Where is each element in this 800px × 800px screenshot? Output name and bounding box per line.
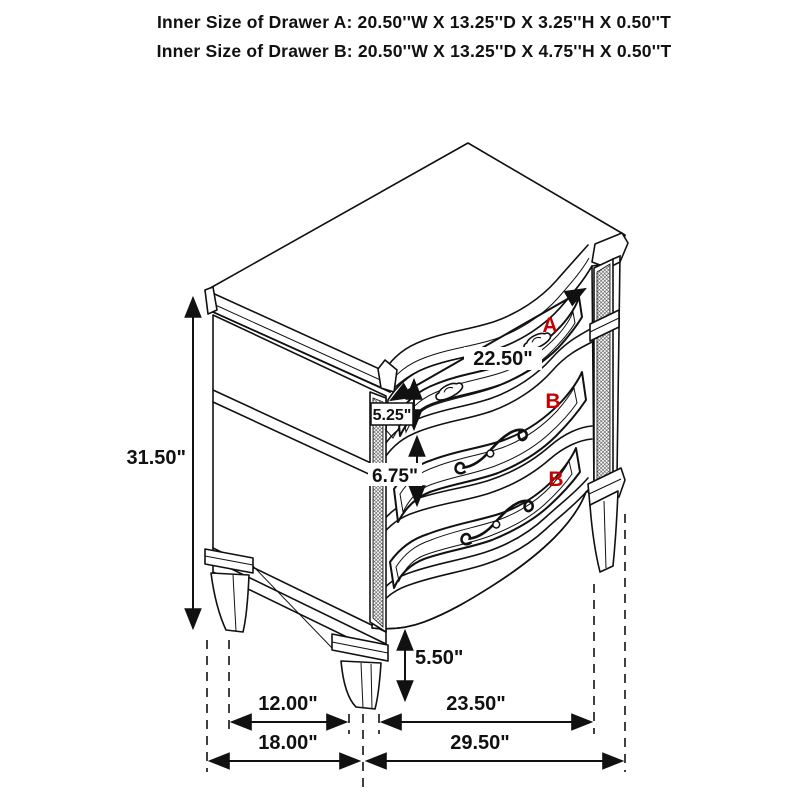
- dim-leg-span-front: [382, 693, 591, 722]
- drawer-a-height-label: 5.25": [372, 407, 412, 424]
- drawer-b-middle-letter: B: [545, 390, 561, 413]
- dim-leg-height: [405, 631, 463, 700]
- front-width-label: 29.50": [450, 732, 510, 754]
- leg-height-label: 5.50": [415, 647, 464, 669]
- front-right-corner-post: [588, 256, 625, 506]
- leg-span-front-label: 23.50": [446, 693, 506, 715]
- drawer-b-inner-size: Inner Size of Drawer B: 20.50''W X 13.25''D X 4.75''H X 0.50''T: [156, 41, 672, 61]
- dim-leg-span-left: [232, 693, 346, 722]
- front-right-leg: [590, 491, 618, 572]
- drawer-b-bottom-letter: B: [548, 468, 564, 491]
- drawer-width-label: 22.50": [473, 348, 533, 370]
- leg-span-left-label: 12.00": [258, 693, 318, 715]
- side-depth-label: 18.00": [258, 732, 318, 754]
- back-left-leg: [205, 549, 253, 632]
- drawer-a-inner-size: Inner Size of Drawer A: 20.50''W X 13.25''D X 3.25''H X 0.50''T: [156, 12, 672, 32]
- drawer-a-letter: A: [542, 314, 558, 337]
- overall-height-label: 31.50": [126, 447, 186, 469]
- front-left-leg: [332, 634, 388, 709]
- dim-side-depth: [210, 732, 359, 761]
- header: [0, 8, 800, 66]
- right-edge: [613, 256, 620, 480]
- front-left-corner-post: [370, 392, 386, 632]
- dim-overall-height: [126, 298, 193, 628]
- dim-front-width: [367, 732, 622, 761]
- drawer-b-height-label: 6.75": [372, 466, 418, 487]
